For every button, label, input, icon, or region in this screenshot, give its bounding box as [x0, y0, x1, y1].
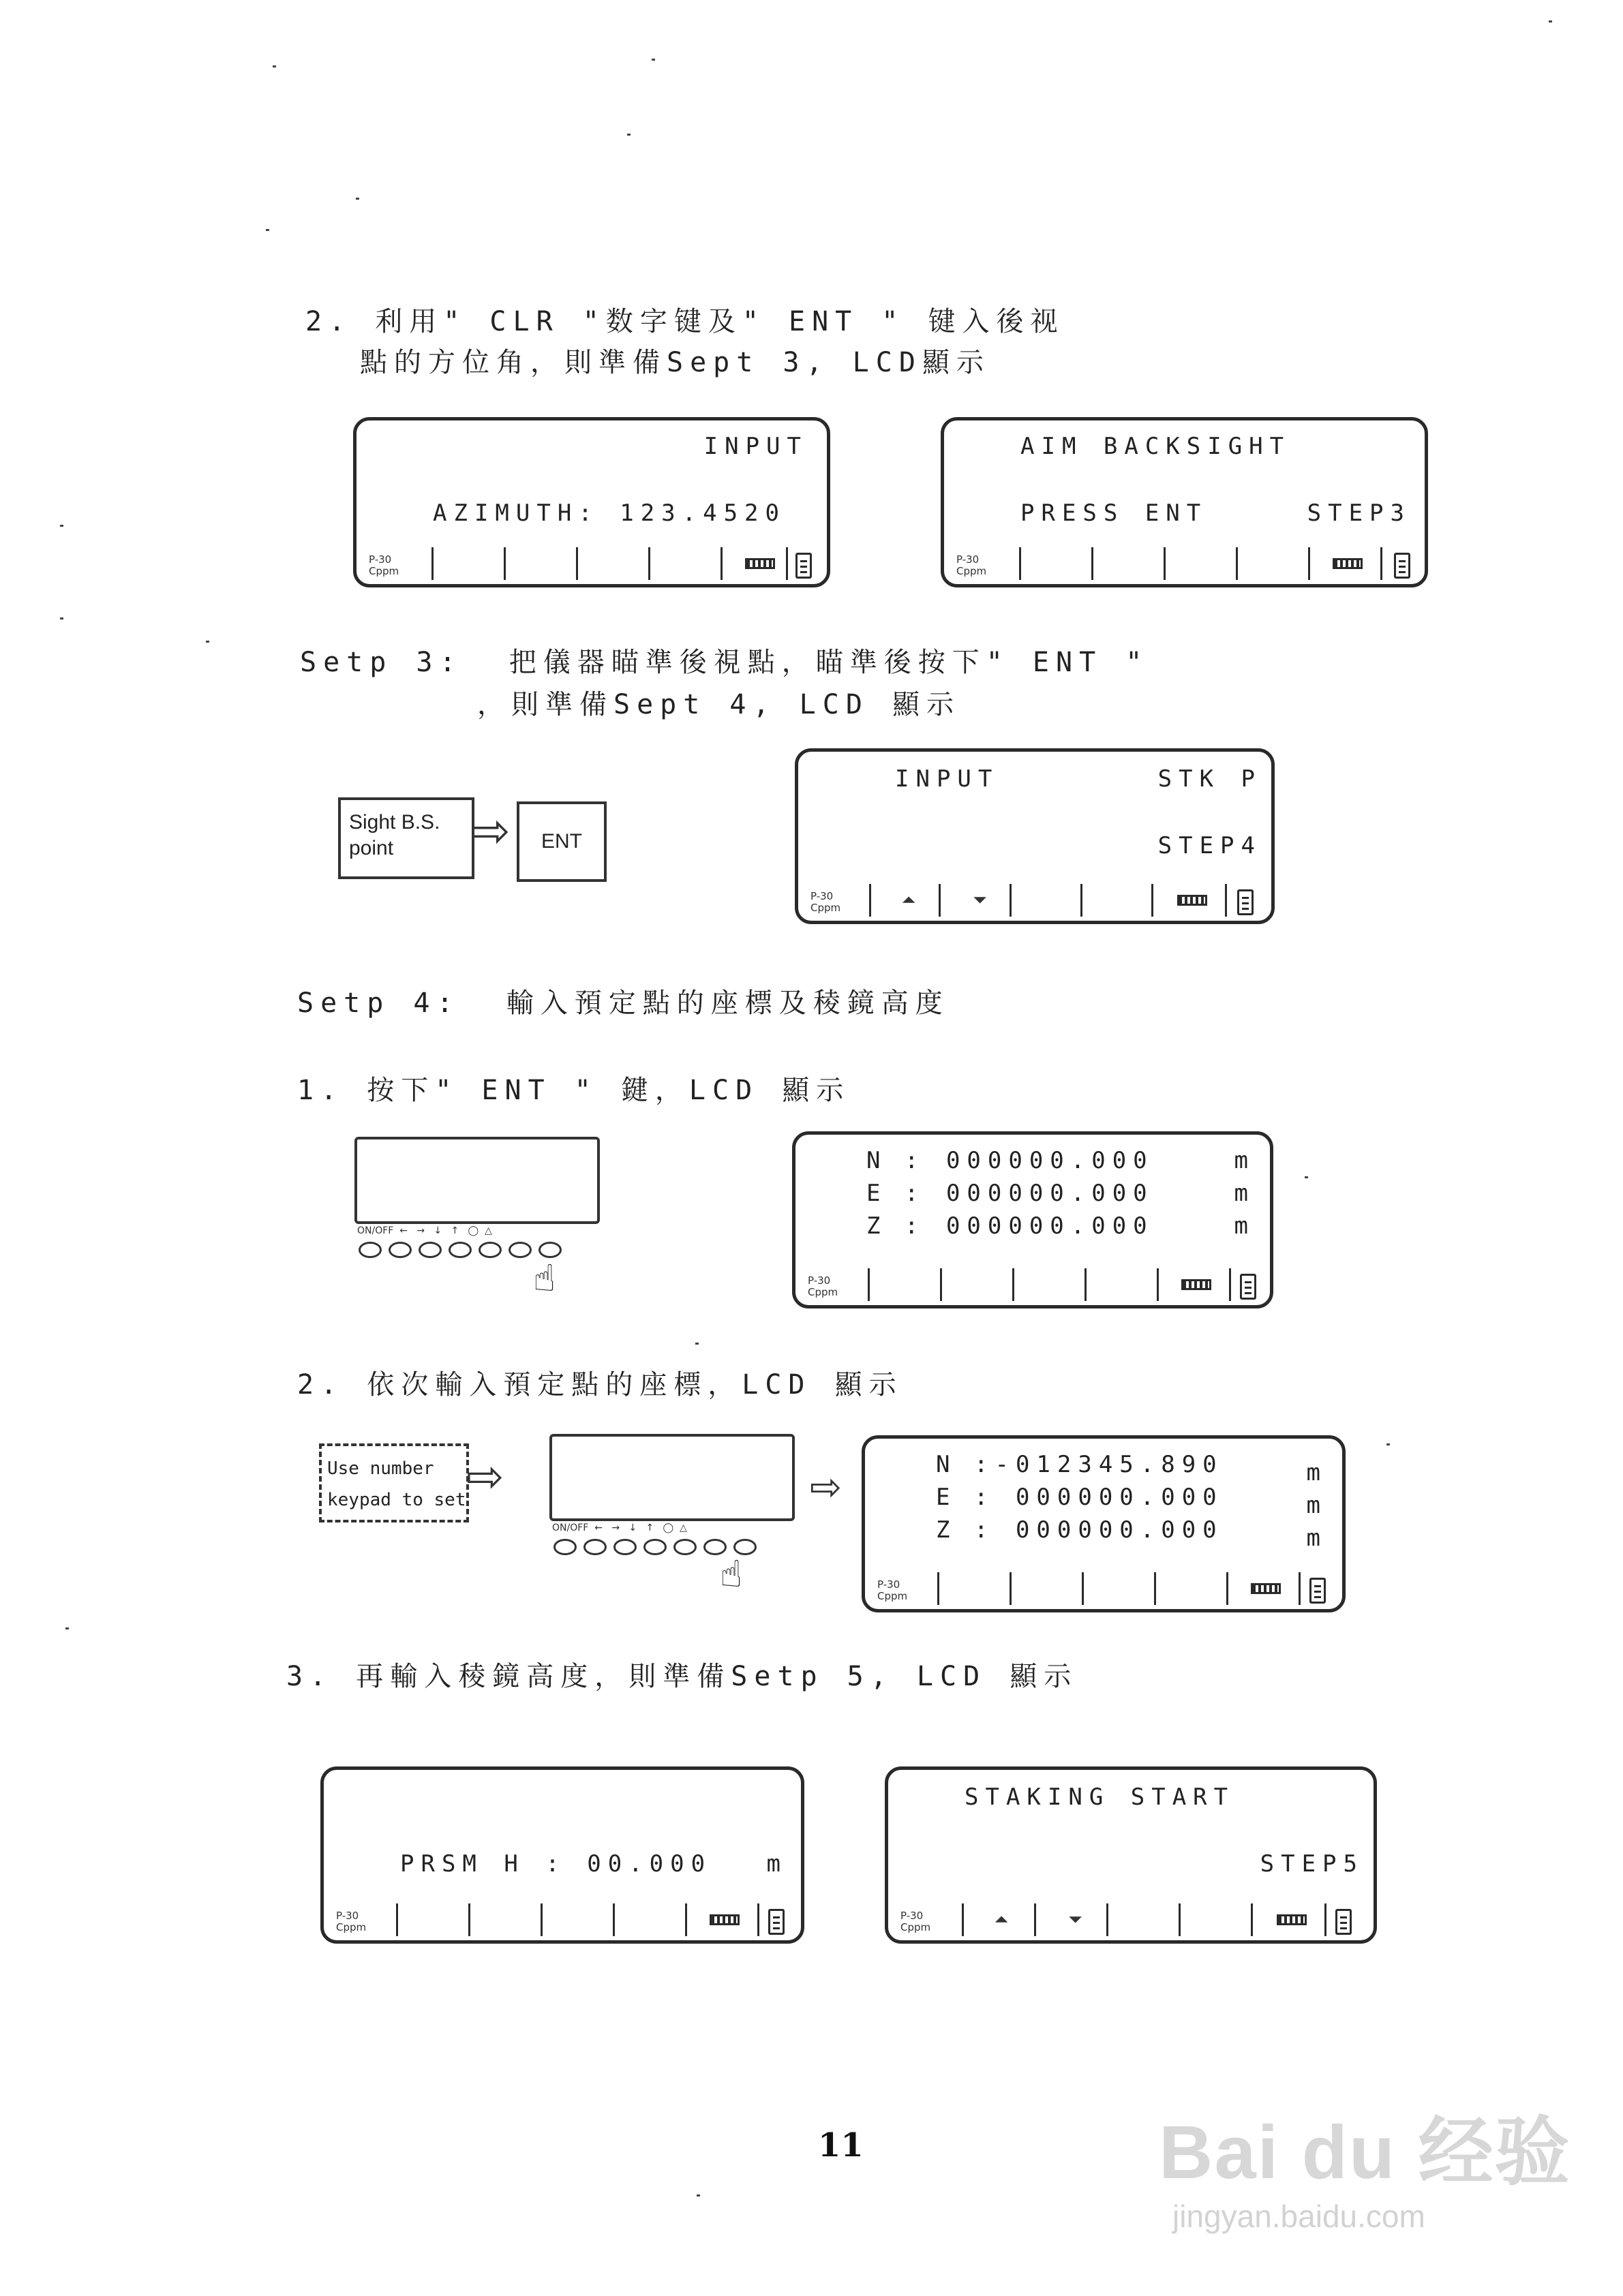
memory-icon: [795, 553, 812, 579]
memory-icon: [1237, 889, 1254, 915]
lcd-line-prism-height: PRSM H : 00.000: [400, 1850, 712, 1878]
memory-icon: [1394, 553, 1410, 579]
battery-icon: [1277, 1914, 1307, 1925]
lcd-row-e-value: : 000000.000: [974, 1484, 1224, 1511]
keypad-screen: [549, 1434, 795, 1521]
lcd-softkey-bar: [357, 542, 827, 584]
lcd-aim-backsight: [941, 417, 1428, 587]
triangle-down-icon: ⏷: [973, 890, 987, 910]
lcd-softkey-bar: [865, 1567, 1342, 1609]
lcd-row-e-value: : 000000.000: [905, 1180, 1154, 1207]
lcd-line-input: INPUT: [895, 765, 999, 793]
lcd-line-stk-p: STK P: [1157, 765, 1262, 793]
lcd-softkey-bar: [324, 1898, 801, 1940]
triangle-up-icon: ⏶: [902, 890, 916, 910]
lcd-line-step3: STEP3: [1307, 500, 1411, 527]
lcd-status-caption: P-30 Cppm: [336, 1910, 367, 1933]
lcd-coordinates-entered: [862, 1435, 1346, 1612]
battery-icon: [1181, 1279, 1211, 1290]
arrow-right-icon: ⇨: [466, 1450, 504, 1503]
watermark-url: jingyan.baidu.com: [1172, 2199, 1425, 2234]
lcd-row-z-label: Z: [936, 1516, 957, 1544]
lcd-softkey-bar: [888, 1898, 1374, 1940]
arrow-right-icon: ⇨: [810, 1465, 842, 1510]
instrument-keypad-drawing: [549, 1434, 795, 1597]
lcd-status-caption: P-30 Cppm: [900, 1910, 931, 1933]
pointing-hand-icon: ☝: [720, 1552, 742, 1595]
lcd-line-press-ent: PRESS ENT: [1020, 500, 1208, 527]
sight-bs-point-box: Sight B.S. point: [338, 797, 474, 879]
lcd-row-z-unit: m: [1234, 1212, 1255, 1240]
lcd-line-step5: STEP5: [1260, 1850, 1364, 1878]
ent-key-box: ENT: [517, 801, 607, 882]
lcd-row-n-unit: m: [1306, 1459, 1327, 1486]
lcd-line-aim-backsight: AIM BACKSIGHT: [1020, 433, 1291, 460]
step3-line1: Setp 3: 把儀器瞄準後視點，瞄準後按下" ENT ": [300, 647, 1149, 678]
lcd-staking-start: [885, 1766, 1377, 1944]
keypad-keys: [359, 1242, 562, 1258]
lcd-softkey-bar: [944, 542, 1425, 584]
lcd-status-caption: P-30 Cppm: [956, 553, 987, 577]
lcd-row-z-value: : 000000.000: [974, 1516, 1224, 1544]
lcd-row-z-label: Z: [866, 1212, 888, 1240]
lcd-softkey-bar: [795, 1263, 1270, 1305]
step4-title: Setp 4: 輸入預定點的座標及稜鏡高度: [297, 988, 950, 1019]
keypad-function-row: ON/OFF ← → ↓ ↑ ◯ △: [552, 1522, 687, 1533]
lcd-row-e-label: E: [936, 1484, 957, 1511]
lcd-row-n-value: :-012345.890: [974, 1451, 1224, 1478]
battery-icon: [1251, 1583, 1281, 1594]
section2-line2: 點的方位角，則準備Sept 3, LCD顯示: [360, 347, 990, 378]
lcd-line-step4: STEP4: [1157, 832, 1262, 859]
keypad-screen: [354, 1137, 600, 1224]
lcd-row-e-label: E: [866, 1180, 888, 1207]
triangle-down-icon: ⏷: [1068, 1910, 1082, 1930]
lcd-status-caption: P-30 Cppm: [877, 1578, 908, 1602]
keypad-function-row: ON/OFF ← → ↓ ↑ ◯ △: [357, 1225, 492, 1236]
battery-icon: [1333, 558, 1363, 569]
section2-line1: 2. 利用" CLR "数字键及" ENT " 键入後视: [305, 306, 1065, 337]
lcd-row-n-value: : 000000.000: [905, 1147, 1154, 1174]
step4-item1: 1. 按下" ENT " 鍵，LCD 顯示: [297, 1075, 851, 1106]
baidu-watermark: Bai du 经验: [1159, 2111, 1571, 2194]
lcd-row-n-label: N: [936, 1451, 957, 1478]
memory-icon: [1309, 1578, 1326, 1604]
lcd-status-caption: P-30 Cppm: [808, 1274, 838, 1298]
lcd-softkey-bar: [798, 878, 1271, 921]
lcd-line-azimuth: AZIMUTH: 123.4520: [433, 500, 786, 527]
lcd-line-unit: m: [766, 1850, 787, 1878]
battery-icon: [1177, 895, 1207, 906]
lcd-row-z-unit: m: [1306, 1525, 1327, 1552]
lcd-line-staking-start: STAKING START: [965, 1784, 1235, 1811]
step3-line2: ，則準備Sept 4, LCD 顯示: [477, 689, 960, 720]
arrow-right-icon: ⇨: [470, 803, 511, 859]
lcd-status-caption: P-30 Cppm: [810, 890, 841, 914]
lcd-row-e-unit: m: [1306, 1492, 1327, 1519]
lcd-row-n-unit: m: [1234, 1147, 1255, 1174]
memory-icon: [1335, 1909, 1352, 1935]
lcd-row-z-value: : 000000.000: [905, 1212, 1154, 1240]
lcd-row-e-unit: m: [1234, 1180, 1255, 1207]
memory-icon: [768, 1909, 785, 1935]
instrument-keypad-drawing: [354, 1137, 600, 1300]
lcd-row-n-label: N: [866, 1147, 888, 1174]
battery-icon: [745, 558, 775, 569]
lcd-stake-input: [795, 748, 1275, 924]
lcd-line-input: INPUT: [703, 433, 808, 460]
lcd-prism-height: [320, 1766, 804, 1944]
step4-item3: 3. 再輸入稜鏡高度，則準備Setp 5, LCD 顯示: [286, 1661, 1078, 1692]
lcd-azimuth-input: [353, 417, 830, 587]
memory-icon: [1240, 1274, 1256, 1300]
lcd-status-caption: P-30 Cppm: [369, 553, 399, 577]
page-number: 11: [818, 2126, 864, 2164]
lcd-coordinates-empty: [792, 1131, 1273, 1308]
triangle-up-icon: ⏶: [995, 1910, 1009, 1930]
step4-item2: 2. 依次輸入預定點的座標，LCD 顯示: [297, 1369, 903, 1400]
pointing-hand-icon: ☝: [533, 1257, 556, 1300]
battery-icon: [710, 1914, 740, 1925]
keypad-instruction-box: Use number keypad to set: [319, 1443, 469, 1522]
